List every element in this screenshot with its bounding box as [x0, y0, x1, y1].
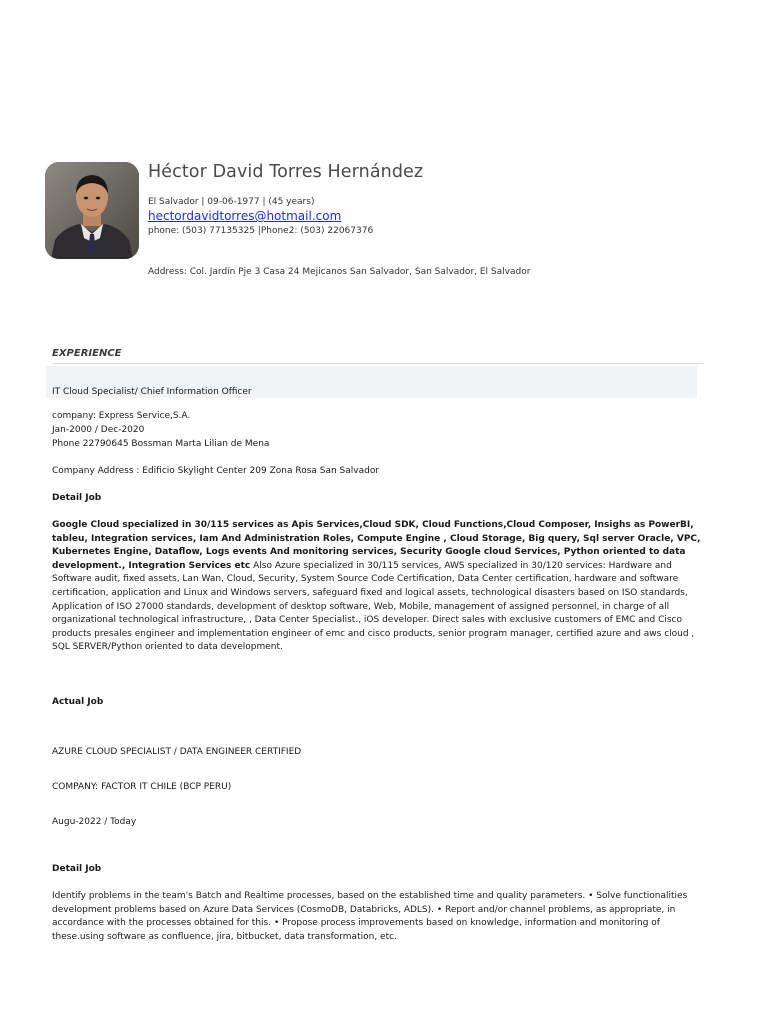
home-address: Address: Col. Jardín Pje 3 Casa 24 Mejicanos San Salvador, San Salvador, El Salvador — [148, 267, 531, 277]
phone-numbers: phone: (503) 77135325 |Phone2: (503) 22067376 — [148, 226, 374, 236]
job1-detail-other: Also Azure specialized in 30/115 services, AWS specialized in 30/120 services: Hardware and Software audit, fixed assets, Lan Wan, Cloud, Security, System Source Code Certification, Data Center certification, hardware and software certification, application and Linux and Windows servers, safeguard fixed and logical assets, technological disasters based on ISO standards, Application of ISO 27000 standards, development of desktop software, Web, Mobile, management of assigned personnel, in charge of all organizational technological infrastructure, , Data Center Specialist., iOS developer. Direct sales with exclusive customers of EMC and Cisco products presales engineer and implementation engineer of emc and cisco products, senior program manager, certified azure and aws cloud , SQL SERVER/Python oriented to data development. — [52, 560, 695, 653]
job1-title: IT Cloud Specialist/ Chief Information Officer — [52, 387, 252, 397]
person-portrait-icon — [45, 162, 139, 259]
profile-photo — [45, 162, 139, 259]
job1-phone: Phone 22790645 Bossman Marta Lilian de Mena — [52, 439, 270, 449]
actual-job-heading: Actual Job — [52, 697, 104, 707]
location-birthdate: El Salvador | 09-06-1977 | (45 years) — [148, 197, 315, 207]
section-divider — [52, 363, 704, 364]
job2-detail-description: Identify problems in the team's Batch and Realtime processes, based on the established time and quality parameters. • Solve functionalities development problems based on Azure Data Services (CosmoDB, Databricks, ADLS). • Report and/or channel problems, as appropriate, in accordance with the processes obtained for this. • Propose process improvements based on knowledge, information and monitoring of these.using software as confluence, jira, bitbucket, data transformation, etc. — [52, 891, 688, 942]
job1-company: company: Express Service,S.A. — [52, 411, 191, 421]
job1-detail-description — [52, 519, 704, 655]
job1-detail-heading: Detail Job — [52, 493, 102, 503]
job2-company: COMPANY: FACTOR IT CHILE (BCP PERU) — [52, 782, 232, 792]
job2-dates: Augu-2022 / Today — [52, 817, 137, 827]
job1-detail-gcp: Google Cloud specialized in 30/115 services as Apis Services,Cloud SDK, Cloud Functions,Cloud Composer, Insighs as PowerBI, tableu, Integration services, Iam And Administration Roles, Compute Engine , Cloud Storage, Big query, Sql server Oracle, VPC, Kubernetes Engine, Dataflow, Logs events And monitoring services, Security Google cloud Services, Python oriented to data development., Integration Services etc — [52, 520, 701, 571]
job1-company-address: Company Address : Edificio Skylight Center 209 Zona Rosa San Salvador — [52, 466, 380, 476]
experience-heading: EXPERIENCE — [52, 348, 122, 359]
job2-title: AZURE CLOUD SPECIALIST / DATA ENGINEER CERTIFIED — [52, 747, 302, 757]
job1-dates: Jan-2000 / Dec-2020 — [52, 425, 145, 435]
job2-detail-heading: Detail Job — [52, 864, 102, 874]
profile-name: Héctor David Torres Hernández — [148, 162, 424, 182]
email-link[interactable]: hectordavidtorres@hotmail.com — [148, 209, 342, 223]
